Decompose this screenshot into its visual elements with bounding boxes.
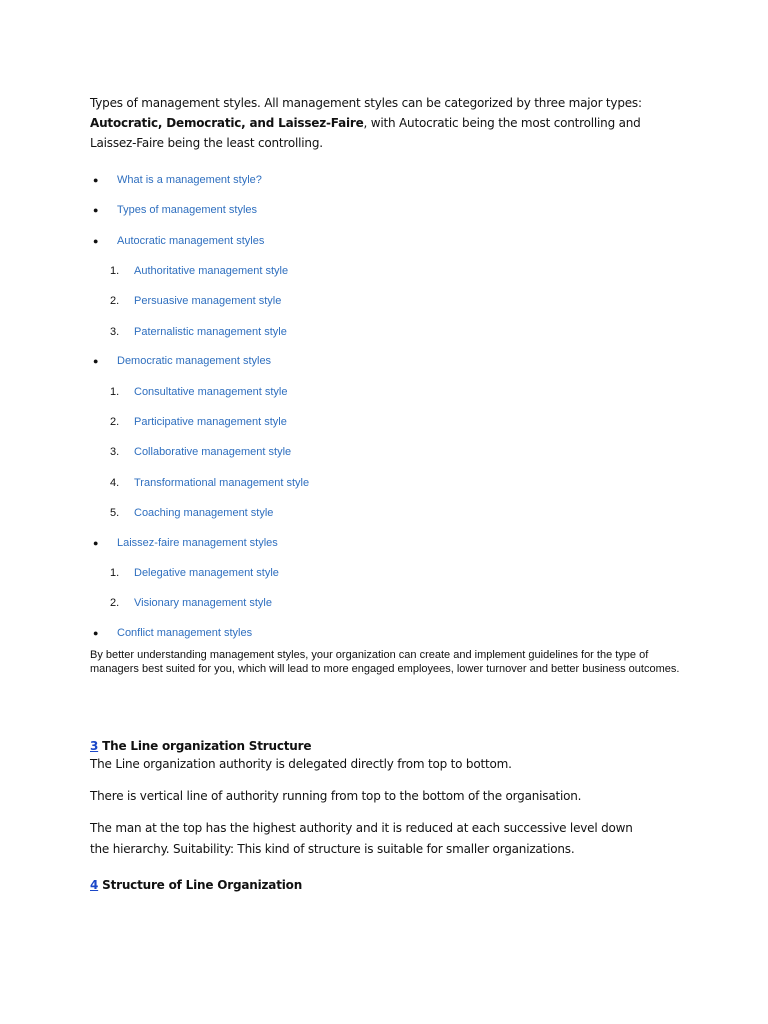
toc-item-number: 4. xyxy=(110,477,120,489)
toc-item-number: 1. xyxy=(110,386,120,398)
toc-item-number: 2. xyxy=(110,295,120,307)
bullet-icon: ● xyxy=(93,538,99,548)
toc-item-number: 2. xyxy=(110,416,120,428)
summary-paragraph: By better understanding management styles, your organization can create and implement guidelines for the type of managers best suited for you, which will lead to more engaged employees, lower turnover and better business outcomes. xyxy=(90,649,680,675)
section-4 xyxy=(90,878,302,892)
section-3-paragraph-1: The Line organization authority is delegated directly from top to bottom. xyxy=(90,757,512,771)
toc-sublink[interactable]: Participative management style xyxy=(134,416,287,428)
bullet-icon: ● xyxy=(93,356,99,366)
toc-item-number: 2. xyxy=(110,597,120,609)
intro-bold-types: Autocratic, Democratic, and Laissez-Faire xyxy=(90,116,364,130)
section-4-heading xyxy=(90,878,302,892)
section-3 xyxy=(90,739,650,860)
toc-link[interactable]: Democratic management styles xyxy=(117,355,272,367)
toc-link[interactable]: Laissez-faire management styles xyxy=(117,537,278,549)
section-4-title: Structure of Line Organization xyxy=(98,878,303,892)
toc-item-number: 5. xyxy=(110,507,120,519)
bullet-icon: ● xyxy=(93,175,99,185)
section-4-ref-link[interactable]: 4 xyxy=(90,878,99,892)
section-3-paragraph-2: There is vertical line of authority running from top to the bottom of the organisation. xyxy=(90,789,582,803)
toc-sublink[interactable]: Collaborative management style xyxy=(134,446,292,458)
section-3-ref-link[interactable]: 3 xyxy=(90,739,99,753)
toc-item-number: 3. xyxy=(110,446,120,458)
toc-sublink[interactable]: Authoritative management style xyxy=(134,265,289,277)
toc-item-number: 1. xyxy=(110,265,120,277)
toc-link[interactable]: Conflict management styles xyxy=(117,627,253,639)
toc-link[interactable]: Autocratic management styles xyxy=(117,235,265,247)
toc-link[interactable]: Types of management styles xyxy=(117,204,258,216)
toc-sublink[interactable]: Paternalistic management style xyxy=(134,326,287,338)
intro-text-a: Types of management styles. All management styles can be categorized by three major types: xyxy=(90,96,642,110)
intro-text-b: , with Autocratic being the most controlling and Laissez-Faire being the least controlling. xyxy=(90,116,641,150)
bullet-icon: ● xyxy=(93,236,99,246)
toc-sublink[interactable]: Transformational management style xyxy=(134,477,310,489)
toc-link[interactable]: What is a management style? xyxy=(117,174,262,186)
toc-sublink[interactable]: Visionary management style xyxy=(134,597,272,609)
toc-sublink[interactable]: Delegative management style xyxy=(134,567,279,579)
toc-item-number: 1. xyxy=(110,567,120,579)
toc-sublink[interactable]: Consultative management style xyxy=(134,386,288,398)
section-3-heading xyxy=(90,739,650,753)
toc-sublink[interactable]: Coaching management style xyxy=(134,507,274,519)
toc-item-number: 3. xyxy=(110,326,120,338)
intro-paragraph xyxy=(90,93,690,153)
toc-sublink[interactable]: Persuasive management style xyxy=(134,295,282,307)
section-3-paragraph-3: The man at the top has the highest authority and it is reduced at each successive level down the hierarchy. Suitability: This kind of structure is suitable for smaller organizations. xyxy=(90,821,633,856)
bullet-icon: ● xyxy=(93,628,99,638)
bullet-icon: ● xyxy=(93,205,99,215)
section-3-title: The Line organization Structure xyxy=(98,739,312,753)
